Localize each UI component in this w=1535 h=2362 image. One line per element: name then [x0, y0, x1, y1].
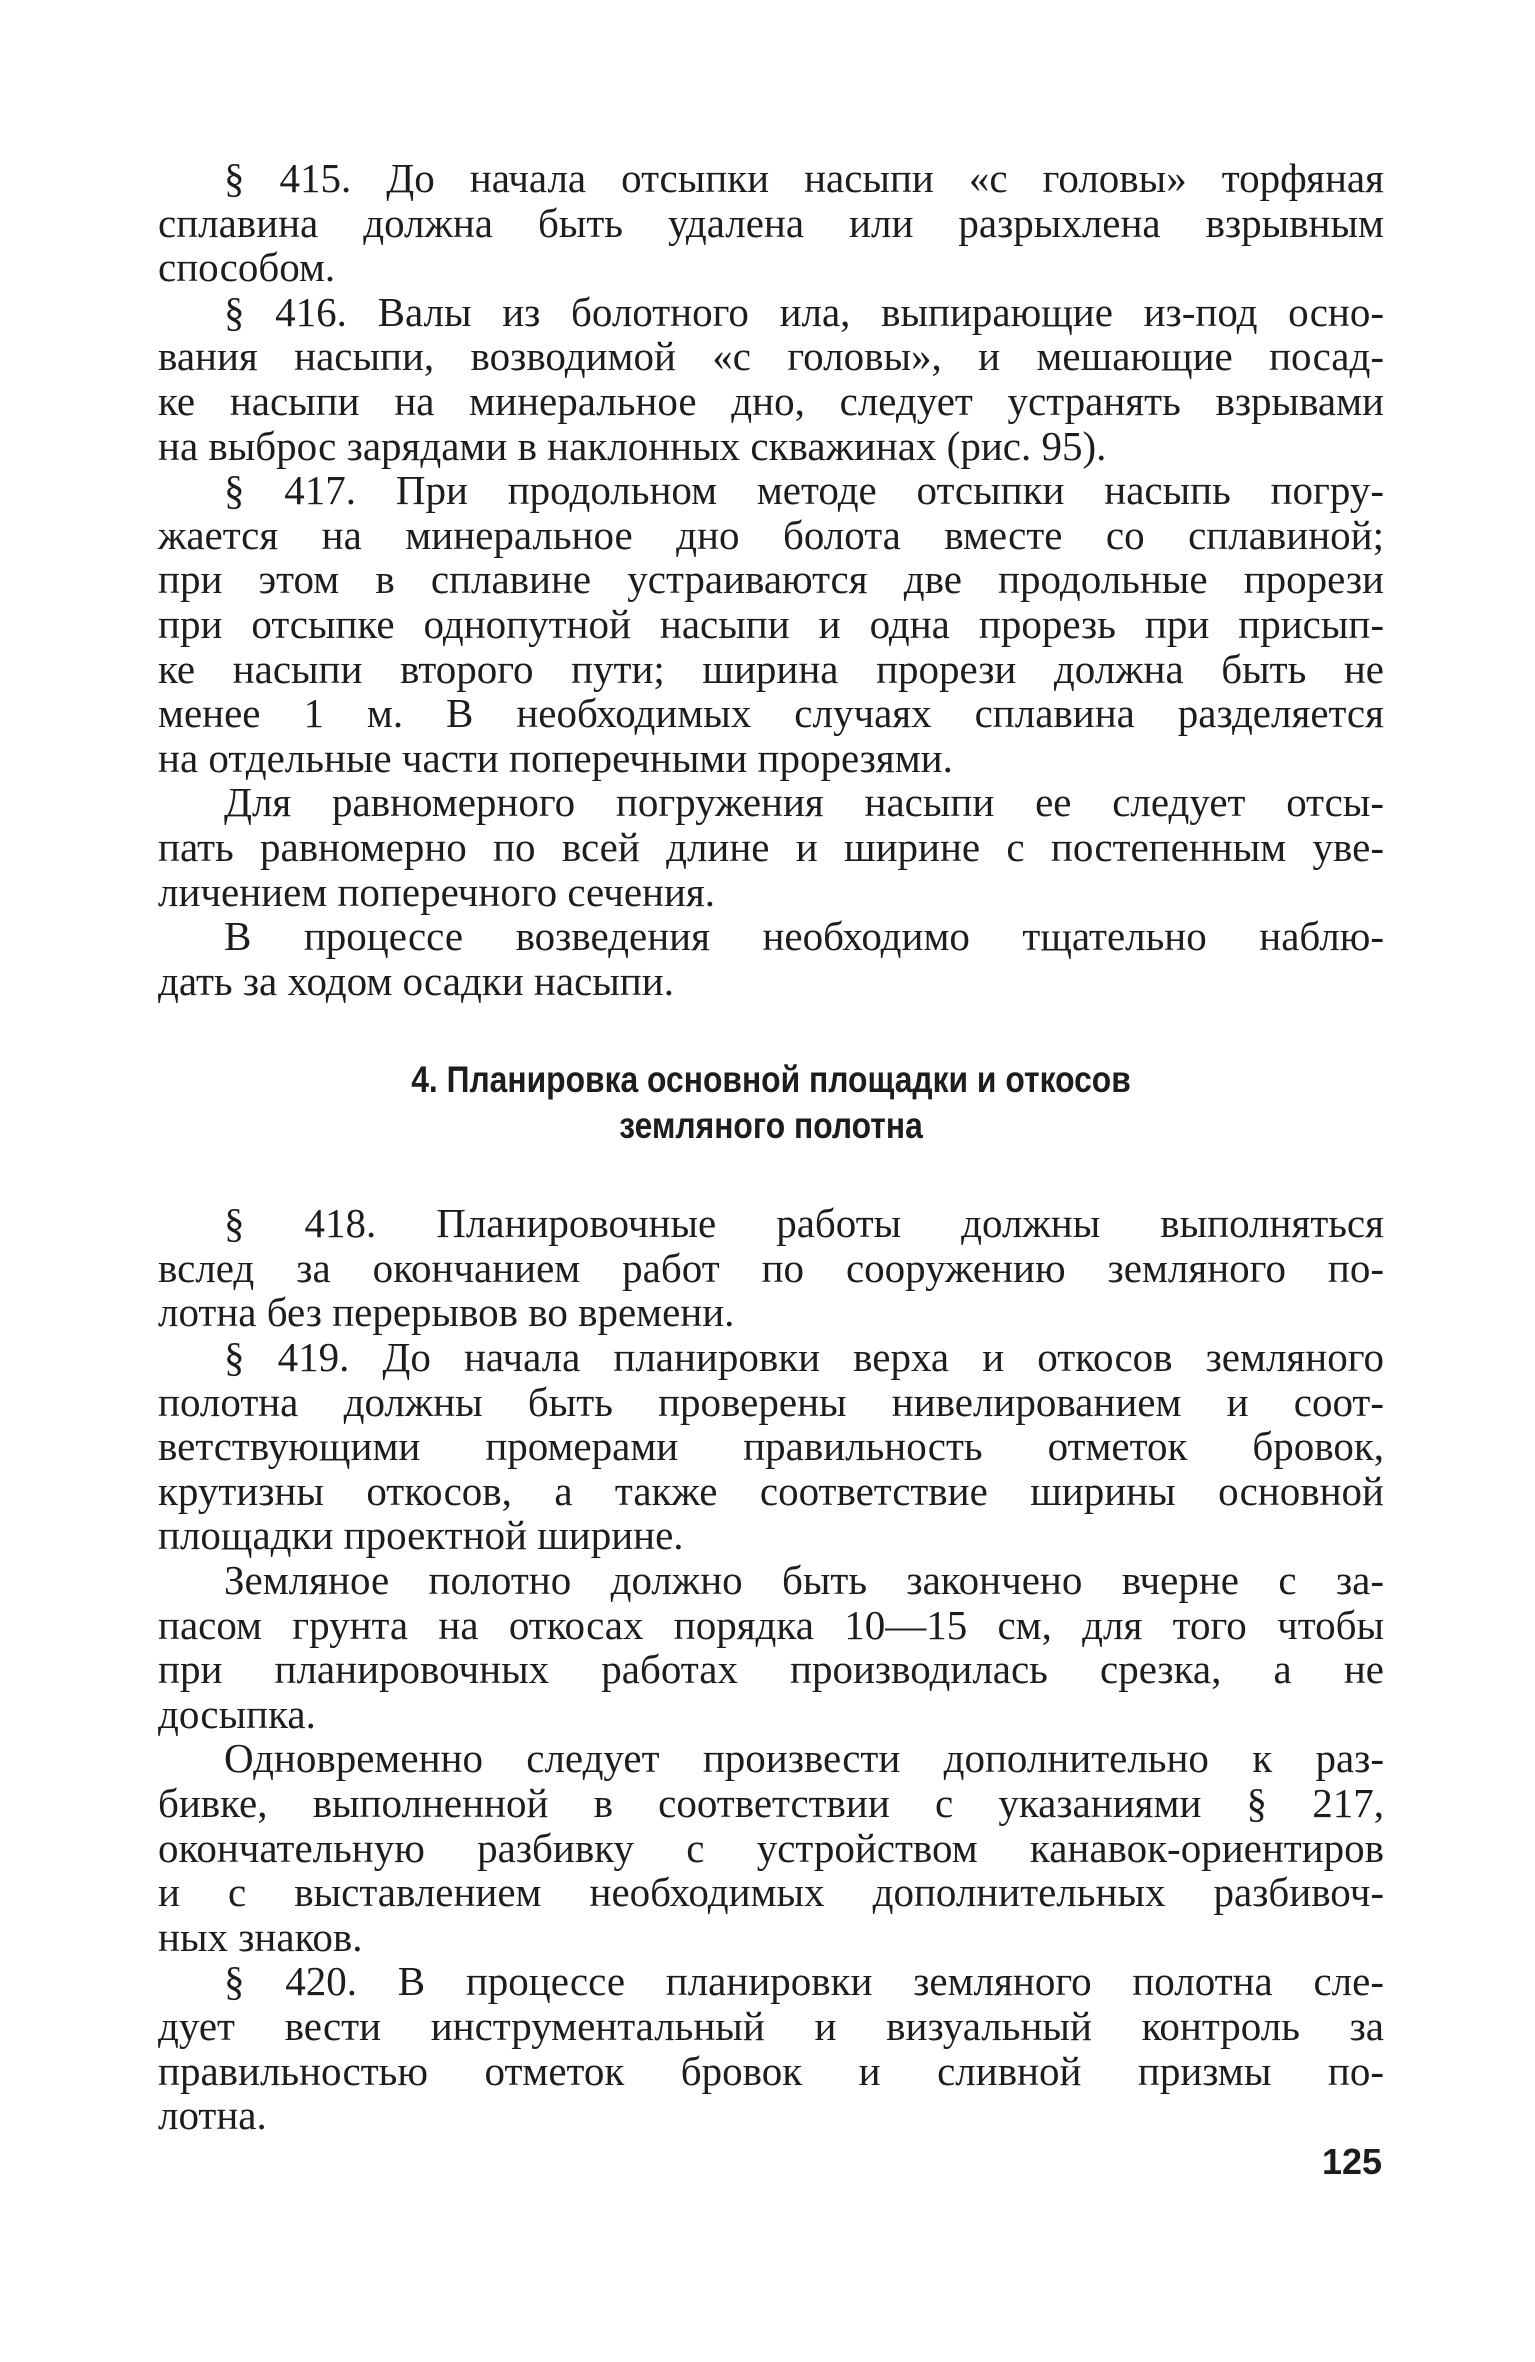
- text-line: § 415. До начала отсыпки насыпи «с головы» торфяная: [224, 155, 1384, 201]
- text-line: досыпка.: [158, 1690, 316, 1737]
- text-line: ветствующими промерами правильность отметок бровок,: [158, 1423, 1384, 1470]
- text-line: на выброс зарядами в наклонных скважинах (рис. 95).: [158, 422, 1107, 469]
- text-line: пать равномерно по всей длине и ширине с постепенным уве-: [158, 823, 1384, 870]
- text-line: Для равномерного погружения насыпи ее следует отсы-: [224, 779, 1384, 826]
- paragraph: [158, 914, 1384, 1003]
- text-line: на отдельные части поперечными прорезями.: [158, 734, 953, 781]
- text-line: вания насыпи, возводимой «с головы», и мешающие посад-: [158, 333, 1384, 380]
- paragraph: [158, 1558, 1384, 1736]
- text-line: лотна без перерывов во времени.: [158, 1289, 735, 1336]
- page-number: 125: [1322, 2141, 1383, 2182]
- text-line: жается на минеральное дно болота вместе со сплавиной;: [158, 511, 1384, 558]
- paragraph: [158, 1736, 1384, 1959]
- text-line: крутизны откосов, а также соответствие ширины основной: [158, 1467, 1384, 1514]
- section-heading-line: земляного полотна: [619, 1105, 923, 1147]
- text-line: ке насыпи на минеральное дно, следует устранять взрывами: [158, 377, 1384, 424]
- paragraph: [158, 780, 1384, 914]
- text-line: § 416. Валы из болотного ила, выпирающие из-под осно-: [224, 288, 1384, 335]
- text-line: личением поперечного сечения.: [158, 868, 716, 915]
- text-line: пасом грунта на откосах порядка 10—15 см, для того чтобы: [158, 1601, 1384, 1648]
- text-line: при этом в сплавине устраиваются две продольные прорези: [158, 556, 1384, 603]
- text-line: § 419. До начала планировки верха и откосов земляного: [224, 1334, 1384, 1381]
- text-line: ке насыпи второго пути; ширина прорези должна быть не: [158, 645, 1384, 692]
- text-line: при планировочных работах производилась срезка, а не: [158, 1646, 1384, 1693]
- text-line: дать за ходом осадки насыпи.: [158, 957, 674, 1004]
- text-line: § 418. Планировочные работы должны выполняться: [224, 1200, 1384, 1247]
- page-body: [158, 156, 1384, 2138]
- text-line: способом.: [158, 244, 336, 291]
- text-line: ных знаков.: [158, 1913, 363, 1960]
- section-heading-line: 4. Планировка основной площадки и откосов: [411, 1059, 1131, 1101]
- paragraph: [158, 156, 1384, 290]
- text-line: дует вести инструментальный и визуальный контроль за: [158, 2002, 1384, 2049]
- text-line: площадки проектной ширине.: [158, 1512, 684, 1559]
- text-line: и с выставлением необходимых дополнительных разбивоч-: [158, 1869, 1384, 1916]
- text-line: менее 1 м. В необходимых случаях сплавина разделяется: [158, 690, 1384, 737]
- text-line: сплавина должна быть удалена или разрыхлена взрывным: [158, 199, 1384, 246]
- section-heading: [244, 1057, 1298, 1149]
- paragraph: [158, 468, 1384, 780]
- text-block-top: [158, 156, 1384, 1003]
- text-line: при отсыпке однопутной насыпи и одна прорезь при присып-: [158, 600, 1384, 647]
- text-line: В процессе возведения необходимо тщательно наблю-: [224, 913, 1384, 960]
- text-line: окончательную разбивку с устройством канавок-ориентиров: [158, 1824, 1384, 1871]
- paragraph: [158, 290, 1384, 468]
- paragraph: [158, 1335, 1384, 1558]
- paragraph: [158, 1201, 1384, 1335]
- text-line: правильностью отметок бровок и сливной призмы по-: [158, 2047, 1384, 2094]
- text-block-bottom: [158, 1201, 1384, 2137]
- text-line: лотна.: [158, 2092, 267, 2139]
- text-line: полотна должны быть проверены нивелированием и соот-: [158, 1378, 1384, 1425]
- text-line: бивке, выполненной в соответствии с указаниями § 217,: [158, 1780, 1384, 1826]
- text-line: § 417. При продольном методе отсыпки насыпь погру-: [224, 467, 1384, 514]
- text-line: Земляное полотно должно быть закончено вчерне с за-: [224, 1557, 1384, 1604]
- text-line: Одновременно следует произвести дополнительно к раз-: [224, 1735, 1384, 1782]
- text-line: вслед за окончанием работ по сооружению земляного по-: [158, 1244, 1384, 1291]
- paragraph: [158, 1959, 1384, 2137]
- text-line: § 420. В процессе планировки земляного полотна сле-: [224, 1958, 1384, 2005]
